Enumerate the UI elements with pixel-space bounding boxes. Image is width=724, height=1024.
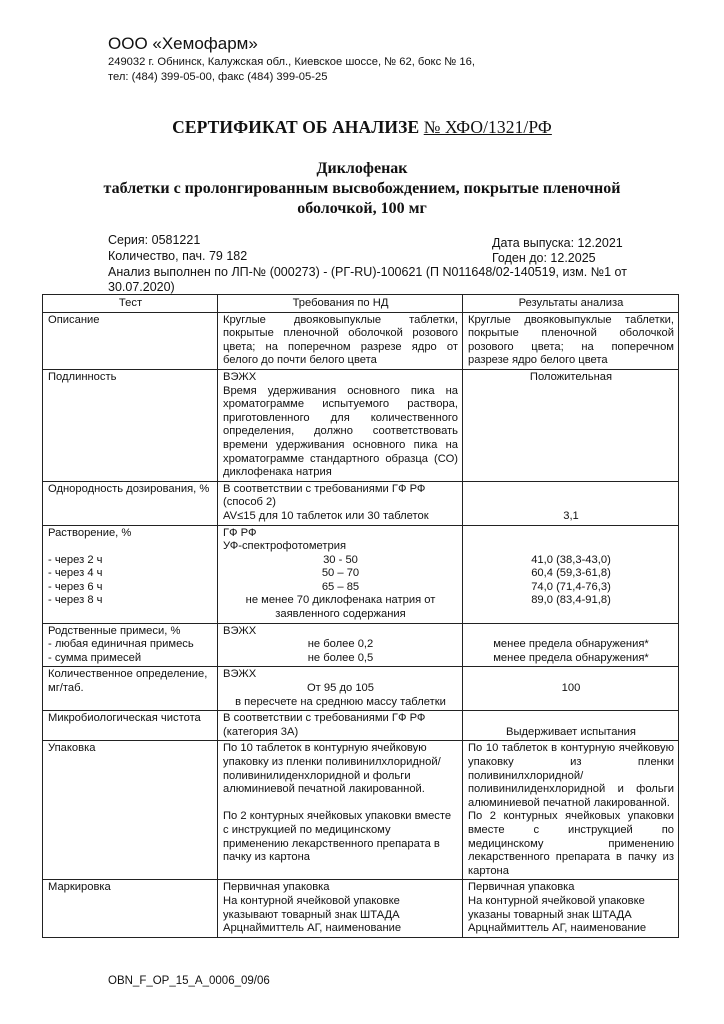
result-text: На контурной ячейковой упаковке указаны товарный знак ШТАДА Арцнаймиттель АГ, наименование <box>468 894 647 935</box>
result-text: По 2 контурных ячейковых упаковки вместе с инструкцией по медицинскому применению лекарственного препарата в пачку из картона <box>468 810 674 877</box>
requirement-range: 65 – 85 <box>321 580 360 593</box>
requirement-criterion: AV≤15 для 10 таблеток или 30 таблеток <box>223 509 429 522</box>
test-name: Подлинность <box>43 369 218 481</box>
requirement-text: Время удерживания основного пика на хроматограмме испытуемого раствора, приготовленного для количественного определения, должно соответствовать времени удерживания основного пика на хроматограмме стандартного образца (СО) диклофенака натрия <box>223 384 458 479</box>
time-point-label: - через 2 ч <box>48 553 103 566</box>
table-row <box>43 711 679 741</box>
result <box>463 525 679 623</box>
requirement-title: Первичная упаковка <box>223 881 330 894</box>
test-name <box>43 623 218 667</box>
test-title: Растворение, % <box>48 526 132 539</box>
result: Выдерживает испытания <box>463 711 679 741</box>
table-row <box>43 667 679 711</box>
requirement-text: По 2 контурных ячейковых упаковки вместе с инструкцией по медицинскому применению лекарственного препарата в пачку из картона <box>223 810 452 864</box>
product-description-line-1: таблетки с пролонгированным высвобождением, покрытые пленочной <box>103 180 621 197</box>
requirement-limit: не более 0,5 <box>307 651 374 664</box>
certificate-title <box>0 117 724 138</box>
requirement-range: 50 – 70 <box>321 567 360 580</box>
dissolution-result: 89,0 (83,4-91,8) <box>531 594 611 607</box>
series-number: Серия: 0581221 <box>108 233 201 247</box>
requirement-text: В соответствии с требованиями ГФ РФ (способ 2) <box>223 482 426 509</box>
expiry-date: Годен до: 12.2025 <box>492 251 596 265</box>
result <box>463 880 679 937</box>
result: 100 <box>463 667 679 711</box>
table-row <box>43 623 679 667</box>
product-name: Диклофенак <box>316 160 408 177</box>
time-point-label: - через 6 ч <box>48 580 103 593</box>
address-line-2: тел: (484) 399-05-00, факс (484) 399-05-25 <box>108 71 328 83</box>
requirement-note: в пересчете на среднюю массу таблетки <box>235 695 446 708</box>
requirement-method: УФ-спектрофотометрия <box>223 540 347 553</box>
requirement-limit: не более 0,2 <box>307 638 374 651</box>
impurity-label: - сумма примесей <box>48 651 142 664</box>
requirement-method: ВЭЖХ <box>223 668 257 681</box>
table-row <box>43 481 679 525</box>
test-name: Упаковка <box>43 741 218 880</box>
quantity: Количество, пач. 79 182 <box>108 249 248 263</box>
table-header-row <box>43 295 679 313</box>
header-results: Результаты анализа <box>463 295 679 313</box>
result: Положительная <box>463 369 679 481</box>
requirement <box>218 369 463 481</box>
test-name: Количественное определение, мг/таб. <box>43 667 218 711</box>
product-description-line-2: оболочкой, 100 мг <box>297 200 427 217</box>
table-row <box>43 525 679 623</box>
requirement-text: На контурной ячейковой упаковке указывают товарный знак ШТАДА Арцнаймиттель АГ, наименование <box>223 894 402 935</box>
certificate-number: № ХФО/1321/РФ <box>423 117 552 137</box>
time-point-label: - через 4 ч <box>48 567 103 580</box>
dissolution-result: 74,0 (71,4-76,3) <box>531 580 611 593</box>
requirement <box>218 880 463 937</box>
impurity-result: менее предела обнаружения* <box>493 651 649 664</box>
requirement-method: ВЭЖХ <box>223 370 257 383</box>
form-code: OBN_F_OP_15_A_0006_09/06 <box>108 975 270 987</box>
table-row <box>43 880 679 937</box>
table-row <box>43 369 679 481</box>
impurity-result: менее предела обнаружения* <box>493 638 649 651</box>
dissolution-result: 41,0 (38,3-43,0) <box>531 553 611 566</box>
test-title: Родственные примеси, % <box>48 624 181 637</box>
result-title: Первичная упаковка <box>468 881 575 894</box>
header-requirements: Требования по НД <box>218 295 463 313</box>
title-main: СЕРТИФИКАТ ОБ АНАЛИЗЕ <box>172 117 420 137</box>
company-address <box>108 55 475 85</box>
analysis-table <box>42 294 679 938</box>
dissolution-result: 60,4 (59,3-61,8) <box>531 567 611 580</box>
requirement: Круглые двояковыпуклые таблетки, покрытые пленочной оболочкой розового цвета; на поперечном разрезе ядро от белого до почти белого цвета <box>218 312 463 369</box>
requirement-reference: ГФ РФ <box>223 526 257 539</box>
test-name: Микробиологическая чистота <box>43 711 218 741</box>
requirement <box>218 623 463 667</box>
result <box>463 741 679 880</box>
requirement-text: По 10 таблеток в контурную ячейковую упаковку из пленки поливинилхлоридной/ поливинилиденхлоридной и фольги алюминиевой печатной лакированной. <box>223 742 441 796</box>
requirement-range: От 95 до 105 <box>306 682 374 695</box>
requirement-method: ВЭЖХ <box>223 624 257 637</box>
impurity-label: - любая единичная примесь <box>48 638 194 651</box>
test-name: Маркировка <box>43 880 218 937</box>
requirement <box>218 667 463 711</box>
time-point-label: - через 8 ч <box>48 594 103 607</box>
requirement: В соответствии с требованиями ГФ РФ (категория 3А) <box>218 711 463 741</box>
test-name <box>43 525 218 623</box>
requirement-range: не менее 70 диклофенака натрия от заявленного содержания <box>245 594 436 621</box>
release-date: Дата выпуска: 12.2021 <box>492 236 623 250</box>
result-text: По 10 таблеток в контурную ячейковую упаковку из пленки поливинилхлоридной/ поливинилиденхлоридной и фольги алюминиевой печатной лакированной. <box>468 742 674 809</box>
test-name: Однородность дозирования, % <box>43 481 218 525</box>
test-name: Описание <box>43 312 218 369</box>
requirement <box>218 741 463 880</box>
requirement-range: 30 - 50 <box>323 553 358 566</box>
result <box>463 623 679 667</box>
table-row <box>43 741 679 880</box>
header-test: Тест <box>43 295 218 313</box>
requirement <box>218 525 463 623</box>
result: 3,1 <box>463 481 679 525</box>
address-line-1: 249032 г. Обнинск, Калужская обл., Киевское шоссе, № 62, бокс № 16, <box>108 56 475 68</box>
company-name: ООО «Хемофарм» <box>108 34 258 53</box>
table-row <box>43 312 679 369</box>
result: Круглые двояковыпуклые таблетки, покрытые пленочной оболочкой розового цвета; на поперечном разрезе ядро белого цвета <box>463 312 679 369</box>
analysis-reference: Анализ выполнен по ЛП-№ (000273) - (РГ-RU)-100621 (П N011648/02-140519, изм. №1 от 30.07.2020) <box>108 265 627 294</box>
requirement <box>218 481 463 525</box>
